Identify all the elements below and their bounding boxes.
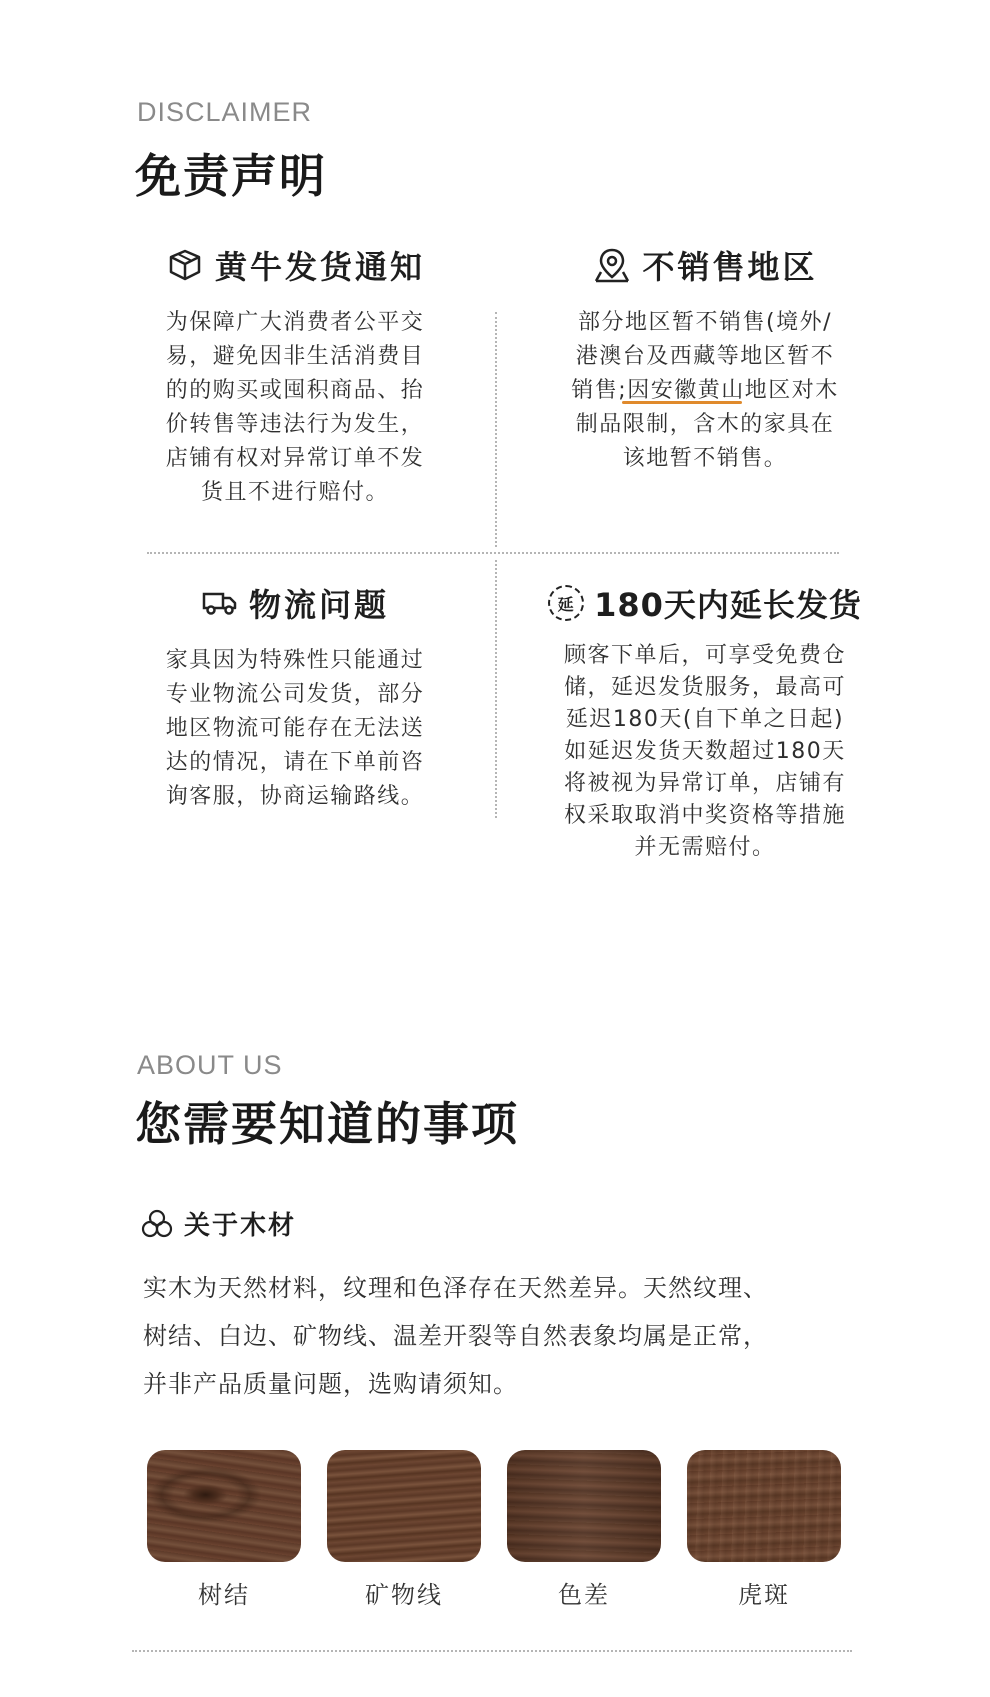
card-restricted-regions [540,242,870,476]
disclaimer-en-label: DISCLAIMER [137,97,313,127]
card-regions-heading: 不销售地区 [642,248,818,286]
card-scalper-heading-row [130,242,460,288]
card-logistics [130,580,460,814]
delivery-truck-icon [201,588,239,618]
card-delayed-shipping [530,580,880,864]
card-logistics-heading: 物流问题 [248,586,389,624]
wood-heading-row [140,1205,296,1242]
card-scalper-line: 价转售等违法行为发生， [165,412,425,437]
wood-swatch-knot [147,1450,301,1562]
card-regions-line: 港澳台及西藏等地区暂不 [575,344,835,369]
card-scalper-line: 的的购买或囤积商品、抬 [165,378,425,403]
card-scalper-line: 店铺有权对异常订单不发 [165,446,425,471]
card-scalper-line: 货且不进行赔付。 [200,480,389,505]
wood-swatch-mineral-line [327,1450,481,1562]
card-logistics-line: 家具因为特殊性只能通过 [165,648,425,673]
card-logistics-line: 地区物流可能存在无法送 [165,716,425,741]
bottom-divider [132,1650,852,1652]
card-scalper-line: 易，避免因非生活消费目 [165,344,425,369]
wood-swatch-color-variance [507,1450,661,1562]
vertical-divider-bottom [495,560,497,818]
card-scalper-heading: 黄牛发货通知 [214,248,425,286]
card-delay-line: 延迟180天(自下单之日起) [565,707,845,732]
wood-swatch-tiger-stripe [687,1450,841,1562]
wood-description-line: 实木为天然材料，纹理和色泽存在天然差异。天然纹理、 [143,1274,768,1302]
delay-badge-icon: 延 [548,585,584,621]
card-delay-line: 权采取取消中奖资格等措施 [563,803,846,828]
card-regions-line: 销售;因安徽黄山地区对木 [571,378,839,403]
card-scalper-line: 为保障广大消费者公平交 [165,310,425,335]
wood-description-line: 并非产品质量问题，选购请须知。 [143,1370,518,1398]
disclaimer-title: 免责声明 [135,149,327,203]
card-logistics-line: 达的情况，请在下单前咨 [165,750,425,775]
card-regions-line: 制品限制，含木的家具在 [575,412,835,437]
about-title: 您需要知道的事项 [135,1097,519,1151]
card-logistics-heading-row [130,580,460,626]
card-scalper-body [130,306,460,510]
vertical-divider-top [495,312,497,547]
swatch-label-color-variance: 色差 [558,1581,610,1609]
card-delay-line: 储，延迟发货服务，最高可 [563,675,846,700]
wood-heading: 关于木材 [184,1211,297,1241]
card-delay-heading: 180天内延长发货 [594,586,862,624]
wood-description [143,1264,768,1408]
swatch-label-tiger-stripe: 虎斑 [738,1581,790,1609]
card-logistics-line: 专业物流公司发货，部分 [165,682,425,707]
highlight-underline [622,401,742,404]
card-delay-line: 顾客下单后，可享受免费仓 [563,643,846,668]
swatch-label-knot: 树结 [198,1581,250,1609]
card-regions-heading-row [540,242,870,288]
card-delay-line: 如延迟发货天数超过180天 [564,739,846,764]
package-icon [165,247,205,283]
card-regions-line: 部分地区暂不销售(境外/ [578,310,832,335]
swatch-label-mineral-line: 矿物线 [365,1581,443,1609]
card-regions-line: 该地暂不销售。 [622,446,788,471]
wood-rings-icon [140,1208,174,1240]
card-logistics-line: 询客服，协商运输路线。 [165,784,425,809]
card-regions-body [540,306,870,476]
wood-description-line: 树结、白边、矿物线、温差开裂等自然表象均属是正常， [143,1322,768,1350]
location-pin-icon [592,246,632,284]
card-delay-line: 将被视为异常订单，店铺有 [563,771,846,796]
horizontal-divider [147,552,839,554]
card-delay-line: 并无需赔付。 [634,835,776,860]
about-en-label: ABOUT US [137,1050,283,1080]
card-logistics-body [130,644,460,814]
card-delay-heading-row [530,580,880,626]
card-scalper-notice [130,242,460,510]
card-delay-body [530,640,880,864]
